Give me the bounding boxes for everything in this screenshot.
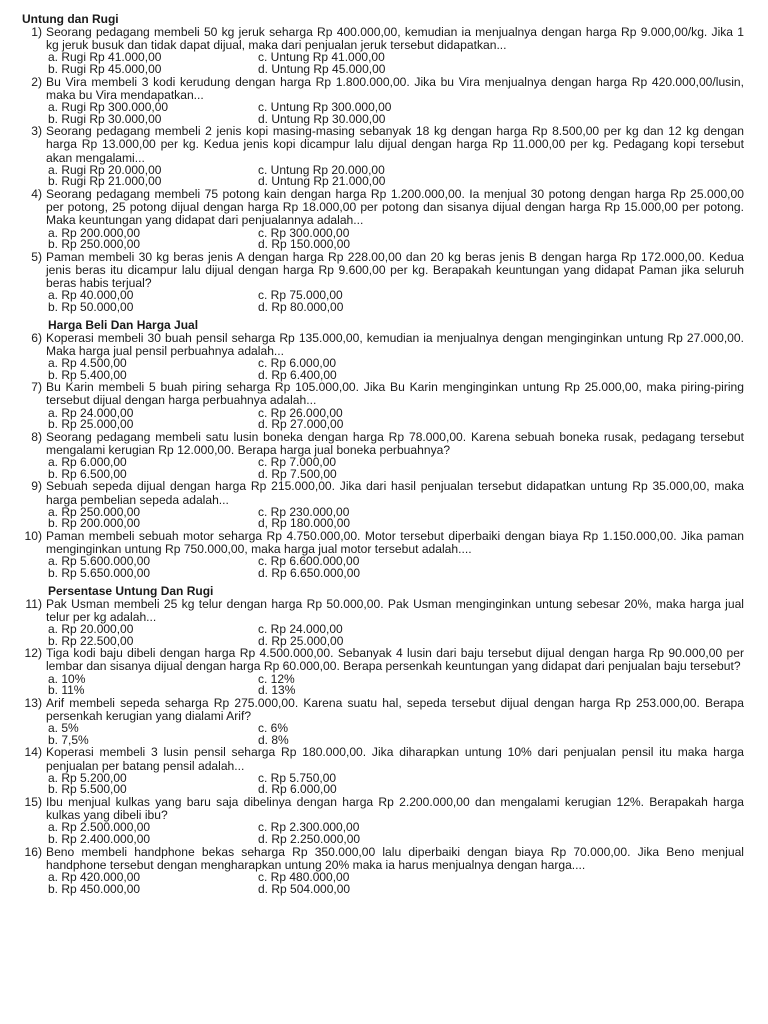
question-stem bbox=[22, 697, 744, 723]
question-text: Bu Vira membeli 3 kodi kerudung dengan harga Rp 1.800.000,00. Jika bu Vira menjualnya dengan harga Rp 420.000,00/lusin, maka bu Vira mendapatkan... bbox=[46, 74, 744, 102]
question-number: 14) bbox=[24, 745, 42, 760]
question-text: Seorang pedagang membeli 50 kg jeruk seharga Rp 400.000,00, kemudian ia menjualnya dengan harga Rp 9.000,00/kg. Jika 1 kg jeruk busuk dan tidak dapat dijual, maka dari penjualan jeruk tersebut didapatkan... bbox=[46, 25, 744, 53]
question-stem bbox=[22, 381, 744, 407]
answer-options bbox=[22, 162, 744, 189]
answer-option: a. Rp 250.000,00 bbox=[48, 504, 141, 519]
answer-option: c. Rp 2.300.000,00 bbox=[258, 820, 360, 835]
answer-option: d, Rp 180.000,00 bbox=[258, 516, 351, 531]
question-number: 2) bbox=[31, 74, 42, 89]
question-text: Paman membeli 30 kg beras jenis A dengan harga Rp 228.00,00 dan 20 kg beras jenis B dengan harga Rp 172.000,00. Kedua jenis beras itu dicampur lalu dijual dengan harga Rp 9.600,00 per kg. Berapakah keuntungan yang didapat Paman jika seluruh beras habis terjual? bbox=[46, 249, 744, 291]
answer-option: b. Rp 450.000,00 bbox=[48, 881, 141, 896]
question-item bbox=[22, 332, 744, 382]
question-stem bbox=[22, 480, 744, 506]
question-number: 10) bbox=[24, 528, 42, 543]
answer-options bbox=[22, 102, 744, 125]
answer-option: a. Rp 4.500,00 bbox=[48, 355, 127, 370]
question-number: 11) bbox=[25, 596, 42, 611]
answer-option: a. Rp 420.000,00 bbox=[48, 869, 141, 884]
question-item bbox=[22, 846, 744, 896]
answer-option: a. Rp 20.000,00 bbox=[48, 621, 134, 636]
answer-option: a. Rp 24.000,00 bbox=[48, 405, 134, 420]
answer-option: c. Rp 6.000,00 bbox=[258, 355, 337, 370]
answer-option: d. Rp 27.000,00 bbox=[258, 417, 344, 432]
answer-options bbox=[22, 290, 744, 313]
answer-option: b. Rp 22.500,00 bbox=[48, 633, 134, 648]
answer-option: c. 6% bbox=[258, 721, 289, 736]
answer-option: c. Rp 75.000,00 bbox=[258, 288, 343, 303]
answer-option: c. Untung Rp 300.000,00 bbox=[258, 100, 392, 114]
answer-option: d. Rp 2.250.000,00 bbox=[258, 831, 361, 846]
answer-option: b. Rugi Rp 21.000,00 bbox=[48, 174, 162, 189]
question-item bbox=[22, 431, 744, 481]
question-item bbox=[22, 381, 744, 431]
question-item bbox=[22, 76, 744, 126]
answer-option: b. Rugi Rp 45.000,00 bbox=[48, 62, 162, 76]
answer-option: a. Rp 200.000,00 bbox=[48, 225, 141, 240]
answer-option: c. Rp 300.000,00 bbox=[258, 225, 350, 240]
answer-options bbox=[22, 671, 744, 698]
question-stem bbox=[22, 598, 744, 624]
question-text: Seorang pedagang membeli satu lusin boneka dengan harga Rp 78.000,00. Karena sebuah boneka rusak, pedagang tersebut mengalami kerugian Rp 12.000,00. Berapa harga jual boneka perbuahnya? bbox=[46, 429, 744, 457]
answer-option: d. Rp 504.000,00 bbox=[258, 881, 351, 896]
question-number: 1) bbox=[31, 25, 42, 39]
answer-option: d. Rp 6.650.000,00 bbox=[258, 565, 361, 580]
question-item bbox=[22, 598, 744, 648]
section-title: Persentase Untung Dan Rugi bbox=[48, 583, 214, 598]
question-number: 7) bbox=[31, 380, 42, 395]
question-text: Ibu menjual kulkas yang baru saja dibelinya dengan harga Rp 2.200.000,00 dan mengalami kerugian 12%. Berapakah harga kulkas yang dibeli ibu? bbox=[46, 794, 744, 823]
answer-option: a. Rugi Rp 41.000,00 bbox=[48, 50, 162, 65]
answer-options bbox=[22, 621, 744, 648]
answer-option: a. 10% bbox=[48, 671, 86, 686]
answer-option: b. 11% bbox=[48, 683, 85, 698]
answer-options bbox=[22, 457, 744, 480]
answer-option: b. Rp 50.000,00 bbox=[48, 299, 134, 314]
question-text: Sebuah sepeda dijual dengan harga Rp 215.000,00. Jika dari hasil penjualan tersebut didapatkan untung Rp 35.000,00, maka harga pembelian sepeda adalah... bbox=[46, 479, 744, 507]
question-text: Seorang pedagang membeli 75 potong kain dengan harga Rp 1.200.000,00. Ia menjual 30 potong dengan harga Rp 25.000,00 per potong, 25 potong dijual dengan harga Rp 18.000,00 per potong dan sisanya dijual dengan harga Rp 15.000,00 per potong. Maka keuntungan yang didapat dari penjualannya adalah... bbox=[46, 186, 744, 228]
question-text: Pak Usman membeli 25 kg telur dengan harga Rp 50.000,00. Pak Usman menginginkan untung sebesar 20%, maka harga jual telur per kg adalah... bbox=[46, 596, 744, 624]
question-text: Koperasi membeli 3 lusin pensil seharga Rp 180.000,00. Jika diharapkan untung 10% dari penjualan pensil itu maka harga penjualan per batang pensil adalah... bbox=[46, 745, 744, 773]
question-stem bbox=[22, 431, 744, 457]
question-stem bbox=[22, 26, 744, 52]
answer-option: c. Rp 7.000,00 bbox=[258, 455, 337, 470]
question-item bbox=[22, 188, 744, 251]
question-stem bbox=[22, 125, 744, 165]
answer-option: b. Rp 5.650.000,00 bbox=[48, 565, 151, 580]
answer-option: a. Rp 2.500.000,00 bbox=[48, 820, 151, 835]
section-title: Untung dan Rugi bbox=[22, 12, 119, 26]
question-number: 16) bbox=[24, 844, 42, 859]
answer-options bbox=[22, 405, 744, 432]
question-number: 12) bbox=[24, 646, 42, 661]
answer-option: c. Rp 5.750,00 bbox=[258, 770, 337, 785]
question-stem bbox=[22, 251, 744, 291]
question-stem bbox=[22, 76, 744, 102]
answer-option: b. Rp 250.000,00 bbox=[48, 237, 141, 252]
answer-option: b. 7,5% bbox=[48, 732, 89, 747]
section-title: Harga Beli Dan Harga Jual bbox=[48, 317, 199, 332]
answer-options bbox=[22, 556, 744, 579]
answer-option: d. 8% bbox=[258, 732, 289, 747]
answer-option: d. Untung Rp 45.000,00 bbox=[258, 62, 386, 76]
question-number: 5) bbox=[31, 249, 42, 264]
question-number: 15) bbox=[24, 794, 42, 809]
question-text: Beno membeli handphone bekas seharga Rp 350.000,00 lalu diperbaiki dengan biaya Rp 70.000,00. Jika Beno menjual handphone tersebut dengan mengharapkan untung 20% maka ia harus menjualnya dengan harga.... bbox=[46, 844, 744, 872]
answer-option: d. Untung Rp 21.000,00 bbox=[258, 174, 386, 189]
question-item bbox=[22, 697, 744, 747]
question-stem bbox=[22, 530, 744, 556]
answer-option: d. Rp 150.000,00 bbox=[258, 237, 351, 252]
answer-option: b. Rugi Rp 30.000,00 bbox=[48, 111, 162, 126]
question-item bbox=[22, 530, 744, 580]
question-stem bbox=[22, 188, 744, 228]
answer-options bbox=[22, 225, 744, 252]
question-number: 4) bbox=[31, 186, 42, 201]
question-stem bbox=[22, 647, 744, 673]
question-text: Tiga kodi baju dibeli dengan harga Rp 4.500.000,00. Sebanyak 4 lusin dari baju tersebut dijual dengan harga Rp 90.000,00 per lembar dan sisanya dijual dengan harga Rp 60.000,00. Berapa persenkah keuntungan yang didapat dari penjualan baju tersebut? bbox=[46, 646, 744, 674]
answer-option: c. Rp 26.000,00 bbox=[258, 405, 343, 420]
answer-option: c. Rp 480.000,00 bbox=[258, 869, 350, 884]
question-item bbox=[22, 251, 744, 314]
answer-option: c. Rp 6.600.000,00 bbox=[258, 554, 360, 569]
answer-option: d. Untung Rp 30.000,00 bbox=[258, 111, 386, 126]
answer-option: d. 13% bbox=[258, 683, 296, 698]
answer-options bbox=[22, 869, 744, 896]
question-text: Paman membeli sebuah motor seharga Rp 4.750.000,00. Motor tersebut diperbaiki dengan biaya Rp 1.150.000,00. Jika paman menginginkan untung Rp 750.000,00, maka harga jual motor tersebut adalah.... bbox=[46, 528, 744, 557]
question-number: 8) bbox=[31, 429, 42, 444]
answer-option: d. Rp 6.000,00 bbox=[258, 782, 337, 797]
answer-options bbox=[22, 355, 744, 382]
answer-option: c. 12% bbox=[258, 671, 295, 686]
answer-option: b. Rp 25.000,00 bbox=[48, 417, 134, 432]
answer-option: d. Rp 80.000,00 bbox=[258, 299, 344, 314]
answer-option: b. Rp 200.000,00 bbox=[48, 516, 141, 531]
question-text: Arif membeli sepeda seharga Rp 275.000,00. Karena suatu hal, sepeda tersebut dijual dengan harga Rp 253.000,00. Berapa persenkah kerugian yang dialami Arif? bbox=[46, 695, 744, 723]
answer-option: a. Rp 40.000,00 bbox=[48, 288, 134, 303]
question-item bbox=[22, 746, 744, 796]
answer-option: b. Rp 2.400.000,00 bbox=[48, 831, 151, 846]
question-number: 6) bbox=[31, 330, 42, 345]
answer-option: b. Rp 6.500,00 bbox=[48, 466, 127, 481]
answer-option: c. Rp 24.000,00 bbox=[258, 621, 343, 636]
question-number: 9) bbox=[31, 479, 42, 494]
question-number: 3) bbox=[31, 124, 42, 139]
answer-options bbox=[22, 723, 744, 746]
answer-option: a. Rugi Rp 300.000,00 bbox=[48, 100, 169, 114]
answer-option: b. Rp 5.400,00 bbox=[48, 367, 127, 382]
answer-option: b. Rp 5.500,00 bbox=[48, 782, 127, 797]
answer-options bbox=[22, 770, 744, 797]
question-number: 13) bbox=[24, 695, 42, 710]
question-stem bbox=[22, 846, 744, 872]
answer-options bbox=[22, 504, 744, 531]
answer-option: a. Rp 5.600.000,00 bbox=[48, 554, 151, 569]
question-text: Koperasi membeli 30 buah pensil seharga Rp 135.000,00, kemudian ia menjualnya dengan menginginkan untung Rp 27.000,00. Maka harga jual pensil perbuahnya adalah... bbox=[46, 330, 744, 358]
answer-option: d. Rp 7.500,00 bbox=[258, 466, 337, 481]
answer-option: c. Untung Rp 20.000,00 bbox=[258, 162, 385, 177]
answer-option: c. Rp 230.000,00 bbox=[258, 504, 350, 519]
question-text: Bu Karin membeli 5 buah piring seharga Rp 105.000,00. Jika Bu Karin menginginkan untung Rp 25.000,00, maka piring-piring tersebut dijual dengan harga perbuahnya adalah... bbox=[46, 380, 744, 408]
question-stem bbox=[22, 332, 744, 358]
answer-option: c. Untung Rp 41.000,00 bbox=[258, 50, 385, 65]
question-item bbox=[22, 796, 744, 846]
answer-option: d. Rp 25.000,00 bbox=[258, 633, 344, 648]
answer-option: a. Rp 6.000,00 bbox=[48, 455, 127, 470]
answer-option: a. Rugi Rp 20.000,00 bbox=[48, 162, 162, 177]
question-stem bbox=[22, 746, 744, 772]
answer-option: a. Rp 5.200,00 bbox=[48, 770, 127, 785]
answer-option: a. 5% bbox=[48, 721, 79, 736]
answer-option: d. Rp 6.400,00 bbox=[258, 367, 337, 382]
answer-options bbox=[22, 822, 744, 845]
question-item bbox=[22, 26, 744, 76]
question-item bbox=[22, 480, 744, 530]
question-text: Seorang pedagang membeli 2 jenis kopi masing-masing sebanyak 18 kg dengan harga Rp 8.500,00 per kg dan 12 kg dengan harga Rp 13.000,00 per kg. Kedua jenis kopi dicampur lalu dijual dengan harga Rp 11.000,00 per kg. Pedagang kopi tersebut akan mengalami... bbox=[46, 124, 744, 165]
answer-options bbox=[22, 52, 744, 75]
question-stem bbox=[22, 796, 744, 822]
question-item bbox=[22, 647, 744, 697]
question-item bbox=[22, 125, 744, 188]
